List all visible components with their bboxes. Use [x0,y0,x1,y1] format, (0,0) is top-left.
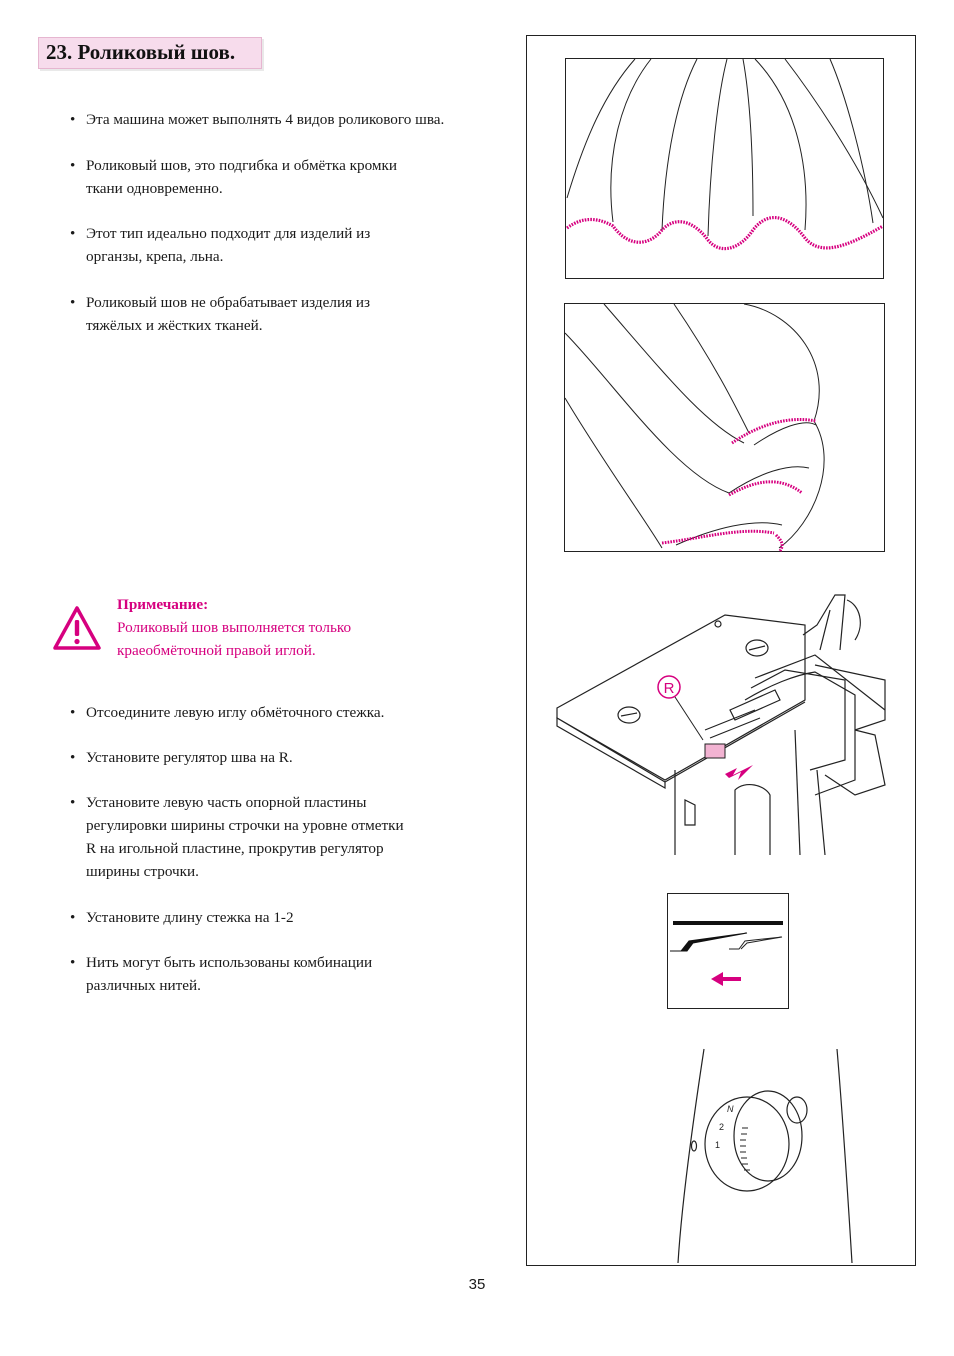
bullet-dot: • [70,111,76,128]
bullet-text: ширины строчки. [86,863,199,880]
bullet-text: ткани одновременно. [86,180,223,197]
bullet-text: тяжёлых и жёстких тканей. [86,317,263,334]
note-text: Роликовый шов выполняется только [117,619,352,636]
bullet-text: Роликовый шов, это подгибка и обмётка кромки [86,157,398,174]
rolled-hem-fabric-illustration [565,58,884,279]
bullet-text: различных нитей. [86,977,201,994]
dial-mark-1: 1 [715,1140,721,1150]
draped-fabric-illustration [564,303,885,552]
bullet-text: Установите длину стежка на 1-2 [86,909,294,926]
plate-alignment-detail [667,893,789,1009]
bullet-text: Отсоедините левую иглу обмёточного стежка. [86,704,385,721]
bullet-dot: • [70,225,76,242]
needle-plate-illustration [555,570,887,855]
plate-r-label: R [663,680,675,697]
note-heading: Примечание: [117,596,209,613]
width-adjust-plate [705,744,725,758]
bullet-dot: • [70,909,76,926]
direction-arrow-icon [725,765,753,780]
bullet-dot: • [70,794,76,811]
note-block [117,593,351,662]
bullet-dot: • [70,704,76,721]
bullet-text: Установите левую часть опорной пластины [86,794,367,811]
bullet-dot: • [70,954,76,971]
page-number: 35 [468,1276,486,1293]
bullet-dot: • [70,294,76,311]
bullet-dot: • [70,749,76,766]
dial-mark-n: N [727,1104,734,1114]
warning-icon [52,604,102,652]
section-title: 23. Роликовый шов. [46,40,236,64]
section-title-box [38,37,262,69]
bullet-text: R на игольной пластине, прокрутив регулятор [86,840,384,857]
bullet-text: Этот тип идеально подходит для изделий из [86,225,371,242]
bullet-dot: • [70,157,76,174]
bullet-text: Эта машина может выполнять 4 видов роликового шва. [86,111,445,128]
bullet-text: регулировки ширины строчки на уровне отметки [86,817,404,834]
bullet-text: Установите регулятор шва на R. [86,749,293,766]
note-text: краеобмёточной правой иглой. [117,642,316,659]
bullet-text: органзы, крепа, льна. [86,248,224,265]
bullet-text: Нить могут быть использованы комбинации [86,954,373,971]
stitch-length-dial-illustration [670,1048,870,1263]
bullet-text: Роликовый шов не обрабатывает изделия из [86,294,370,311]
dial-mark-2: 2 [719,1122,725,1132]
